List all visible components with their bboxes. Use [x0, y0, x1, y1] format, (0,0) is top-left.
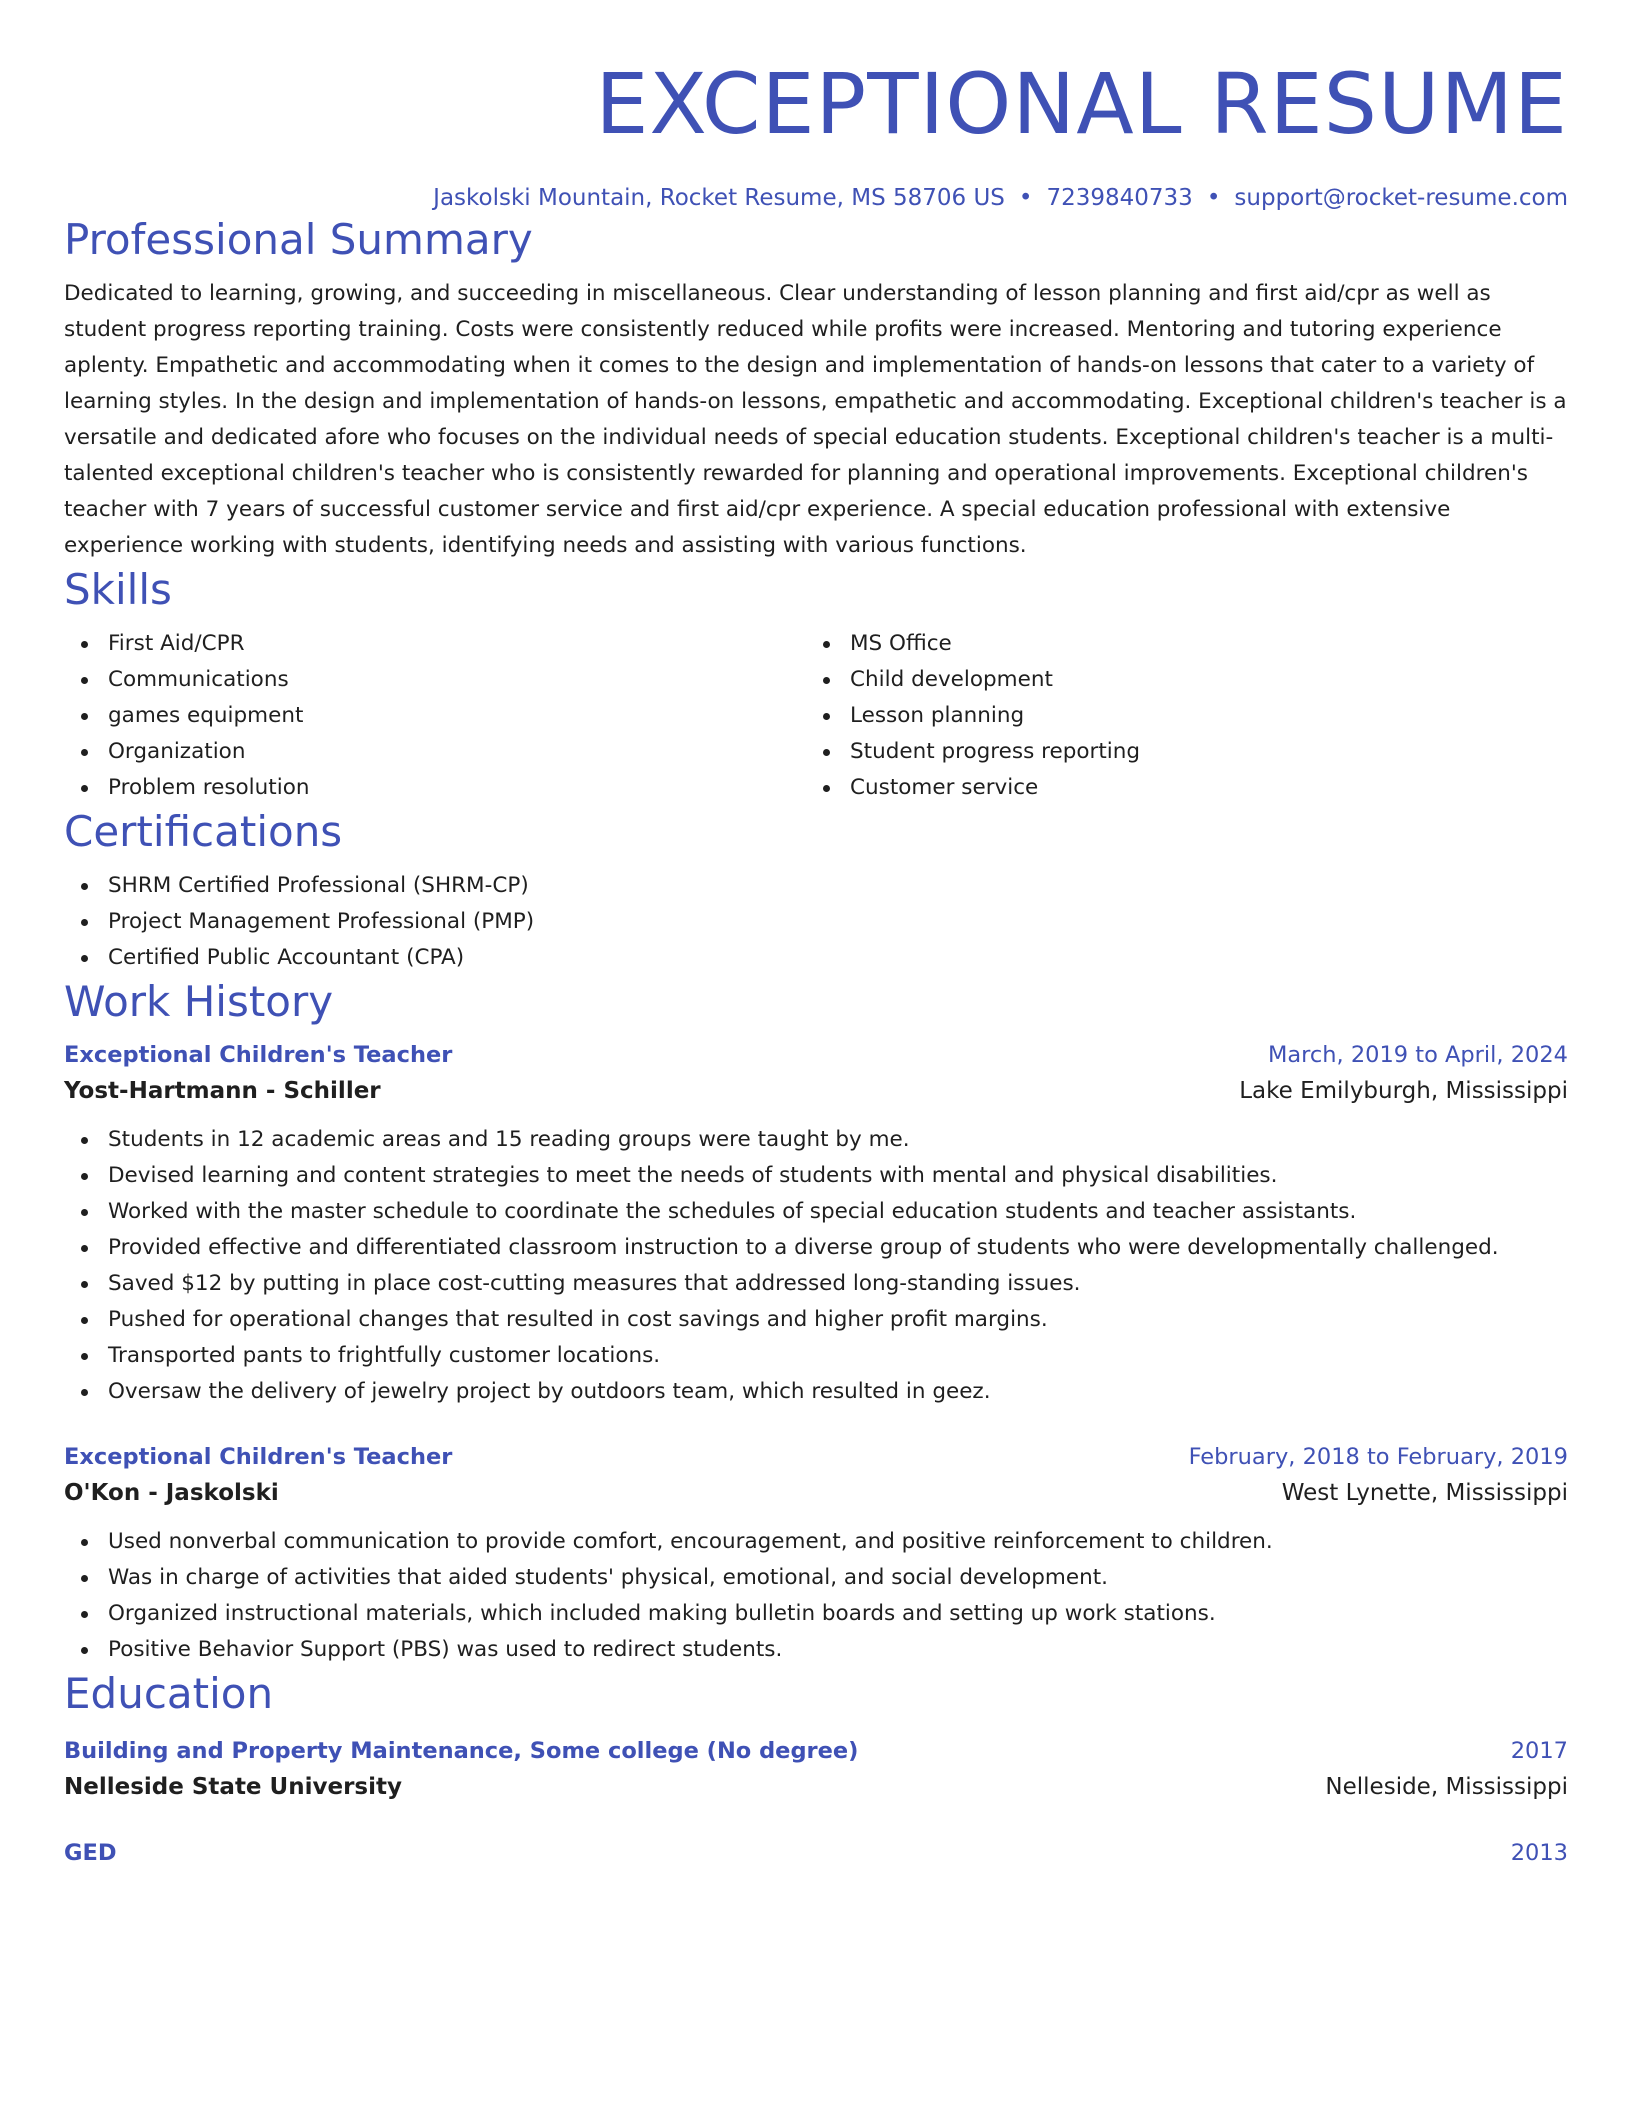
- skill-item: games equipment: [64, 698, 806, 734]
- summary-heading: Professional Summary: [64, 215, 533, 264]
- work-history-heading: Work History: [64, 977, 334, 1026]
- job-bullet: Provided effective and differentiated classroom instruction to a diverse group of students who were developmentally challenged.: [64, 1230, 1568, 1266]
- job-bullet: Saved $12 by putting in place cost-cutting measures that addressed long-standing issues.: [64, 1266, 1568, 1302]
- certifications-list: [64, 868, 1568, 976]
- job-entry: [64, 1038, 1568, 1410]
- degree-row: [64, 1734, 1568, 1768]
- summary-text: Dedicated to learning, growing, and succeeding in miscellaneous. Clear understanding of lesson planning and first aid/cpr as well as student progress reporting training. Costs were consistently reduced while profits were increased. Mentoring and tutoring experience aplenty. Empathetic and accommodating when it comes to the design and implementation of hands-on lessons that cater to a variety of learning styles. In the design and implementation of hands-on lessons, empathetic and accommodating. Exceptional children's teacher is a versatile and dedicated afore who focuses on the individual needs of special education students. Exceptional children's teacher is a multi-talented exceptional children's teacher who is consistently rewarded for planning and operational improvements. Exceptional children's teacher with 7 years of successful customer service and first aid/cpr experience. A special education professional with extensive experience working with students, identifying needs and assisting with various functions.: [64, 281, 1567, 558]
- skills-heading: Skills: [64, 565, 172, 614]
- job-bullet: Worked with the master schedule to coordinate the schedules of special education students and teacher assistants.: [64, 1194, 1568, 1230]
- skill-item: Student progress reporting: [806, 734, 1548, 770]
- job-title: Exceptional Children's Teacher: [64, 1042, 453, 1068]
- school-name: Nelleside State University: [64, 1774, 402, 1800]
- company-name: Yost-Hartmann - Schiller: [64, 1078, 381, 1104]
- skill-item: MS Office: [806, 626, 1548, 662]
- job-dates: March, 2019 to April, 2024: [1267, 1042, 1568, 1068]
- job-entry: [64, 1440, 1568, 1668]
- address: Jaskolski Mountain, Rocket Resume, MS 58706 US: [433, 185, 1005, 211]
- skill-item: Customer service: [806, 770, 1548, 806]
- job-title: Exceptional Children's Teacher: [64, 1444, 453, 1470]
- job-title-row: [64, 1038, 1568, 1072]
- certification-item: Project Management Professional (PMP): [64, 904, 1568, 940]
- job-dates: February, 2018 to February, 2019: [1188, 1444, 1568, 1470]
- education-entry: [64, 1734, 1568, 1806]
- skill-item: Organization: [64, 734, 806, 770]
- job-location: West Lynette, Mississippi: [1281, 1480, 1568, 1506]
- degree-name: Building and Property Maintenance, Some college (No degree): [64, 1738, 859, 1764]
- job-bullet: Organized instructional materials, which included making bulletin boards and setting up work stations.: [64, 1596, 1568, 1632]
- graduation-year: 2017: [1510, 1738, 1568, 1764]
- contact-line: [64, 182, 1568, 214]
- job-company-row: [64, 1072, 1568, 1110]
- phone-number: 7239840733: [1046, 185, 1193, 211]
- graduation-year: 2013: [1510, 1840, 1568, 1866]
- degree-row: [64, 1836, 1568, 1870]
- candidate-name: EXCEPTIONAL RESUME: [595, 55, 1568, 153]
- job-title-row: [64, 1440, 1568, 1474]
- skills-list: [64, 626, 1568, 806]
- school-location: Nelleside, Mississippi: [1325, 1774, 1568, 1800]
- job-bullet: Devised learning and content strategies to meet the needs of students with mental and physical disabilities.: [64, 1158, 1568, 1194]
- education-heading: Education: [64, 1669, 274, 1718]
- skill-item: First Aid/CPR: [64, 626, 806, 662]
- skill-item: Problem resolution: [64, 770, 806, 806]
- company-name: O'Kon - Jaskolski: [64, 1480, 279, 1506]
- job-bullet: Transported pants to frightfully customer locations.: [64, 1338, 1568, 1374]
- separator-dot: •: [1206, 185, 1221, 211]
- education-entry: [64, 1836, 1568, 1870]
- job-bullet: Students in 12 academic areas and 15 reading groups were taught by me.: [64, 1122, 1568, 1158]
- separator-dot: •: [1018, 185, 1033, 211]
- job-bullets: [64, 1524, 1568, 1668]
- job-bullet: Positive Behavior Support (PBS) was used to redirect students.: [64, 1632, 1568, 1668]
- school-row: [64, 1768, 1568, 1806]
- skill-item: Child development: [806, 662, 1548, 698]
- email-link[interactable]: support@rocket-resume.com: [1234, 185, 1568, 211]
- certification-item: Certified Public Accountant (CPA): [64, 940, 1568, 976]
- job-bullet: Was in charge of activities that aided students' physical, emotional, and social development.: [64, 1560, 1568, 1596]
- degree-name: GED: [64, 1840, 117, 1866]
- skill-item: Communications: [64, 662, 806, 698]
- job-bullet: Pushed for operational changes that resulted in cost savings and higher profit margins.: [64, 1302, 1568, 1338]
- certifications-heading: Certifications: [64, 807, 343, 856]
- job-location: Lake Emilyburgh, Mississippi: [1239, 1078, 1568, 1104]
- job-bullet: Oversaw the delivery of jewelry project by outdoors team, which resulted in geez.: [64, 1374, 1568, 1410]
- job-bullets: [64, 1122, 1568, 1410]
- job-company-row: [64, 1474, 1568, 1512]
- skills-column-right: [806, 626, 1548, 806]
- certification-item: SHRM Certified Professional (SHRM-CP): [64, 868, 1568, 904]
- job-bullet: Used nonverbal communication to provide comfort, encouragement, and positive reinforcement to children.: [64, 1524, 1568, 1560]
- resume-header: [64, 0, 1568, 214]
- skills-column-left: [64, 626, 806, 806]
- skill-item: Lesson planning: [806, 698, 1548, 734]
